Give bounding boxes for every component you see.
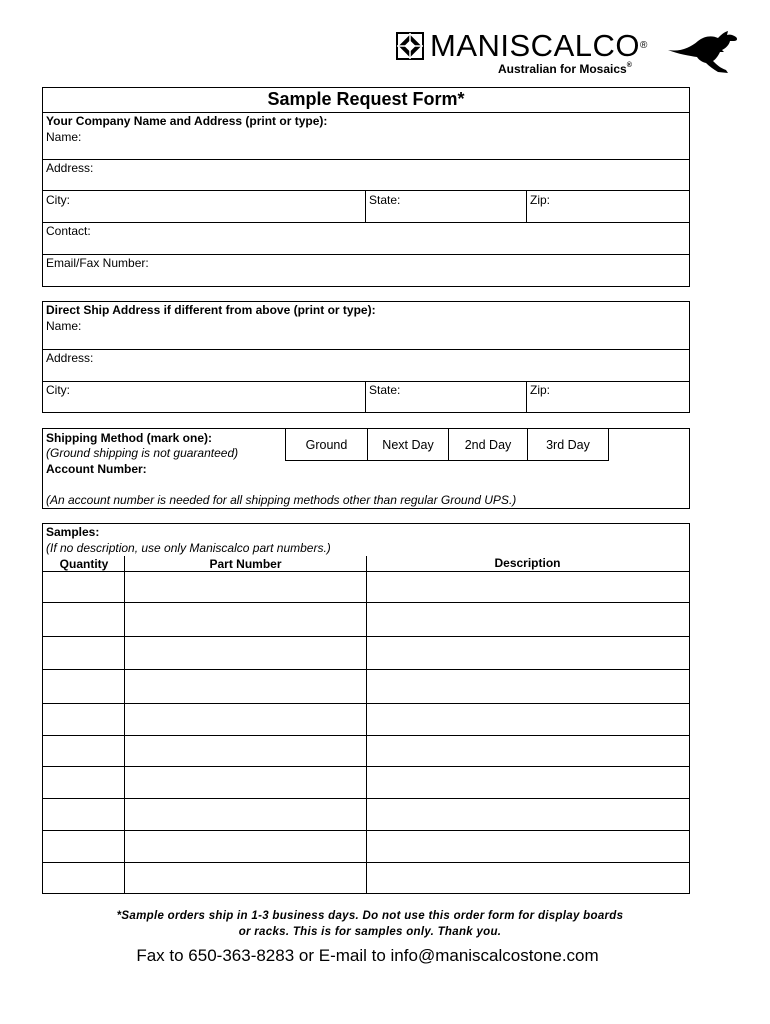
part-number-cell[interactable] [125,799,366,830]
ship-option-3rd-day-label: 3rd Day [546,437,590,452]
logo-tagline-reg: ® [626,62,632,69]
col-header-quantity: Quantity [59,557,109,571]
part-number-cell[interactable] [125,704,366,735]
ship-state-label: State: [369,383,401,397]
description-cell[interactable] [367,637,689,669]
quantity-cell[interactable] [43,831,124,862]
shipping-note: (Ground shipping is not guaranteed) [46,446,239,460]
company-contact-label: Contact: [46,224,91,238]
description-cell[interactable] [367,670,689,703]
part-number-cell[interactable] [125,831,366,862]
part-number-cell[interactable] [125,736,366,766]
ship-option-2nd-day[interactable] [448,428,528,461]
mosaic-tile-icon [396,32,424,60]
ship-option-ground[interactable] [285,428,368,461]
description-cell[interactable] [367,572,689,602]
ship-name-field[interactable] [43,317,689,348]
logo-tagline: Australian for Mosaics [498,62,627,76]
footer-note-line-1: *Sample orders ship in 1-3 business days. Do not use this order form for display boards [116,910,624,922]
company-address-field[interactable] [43,160,689,190]
quantity-cell[interactable] [43,863,124,893]
account-number-note: (An account number is needed for all shipping methods other than regular Ground UPS.) [46,493,517,507]
ship-address-label: Address: [46,351,94,365]
ship-option-next-day-label: Next Day [382,437,434,452]
company-city-label: City: [46,193,70,207]
ship-option-next-day[interactable] [367,428,449,461]
part-number-cell[interactable] [125,767,366,798]
company-zip-field[interactable] [527,191,689,222]
ship-state-field[interactable] [366,382,526,412]
ship-city-field[interactable] [43,382,365,412]
company-name-field[interactable] [43,128,689,158]
account-number-label: Account Number: [46,462,147,476]
description-cell[interactable] [367,736,689,766]
quantity-cell[interactable] [43,736,124,766]
company-emailfax-label: Email/Fax Number: [46,256,149,270]
contact-line: Fax to 650-363-8283 or E-mail to info@maniscalcostone.com [136,946,599,965]
company-zip-label: Zip: [530,193,551,207]
company-address-label: Address: [46,161,94,175]
ship-address-field[interactable] [43,350,689,380]
company-state-label: State: [369,193,401,207]
company-city-field[interactable] [43,191,365,222]
description-cell[interactable] [367,799,689,830]
part-number-cell[interactable] [125,603,366,636]
part-number-cell[interactable] [125,637,366,669]
part-number-cell[interactable] [125,572,366,602]
description-cell[interactable] [367,831,689,862]
ship-city-label: City: [46,383,70,397]
shipping-heading: Shipping Method (mark one): [46,431,212,445]
part-number-cell[interactable] [125,670,366,703]
samples-heading: Samples: [46,525,100,539]
quantity-cell[interactable] [43,637,124,669]
account-number-field[interactable] [43,460,689,490]
kangaroo-icon [666,28,740,74]
company-name-label: Name: [46,130,82,144]
company-state-field[interactable] [366,191,526,222]
description-cell[interactable] [367,863,689,893]
ship-name-label: Name: [46,319,82,333]
company-heading: Your Company Name and Address (print or type): [46,114,328,128]
description-cell[interactable] [367,603,689,636]
quantity-cell[interactable] [43,704,124,735]
part-number-cell[interactable] [125,863,366,893]
company-contact-field[interactable] [43,223,689,254]
quantity-cell[interactable] [43,572,124,602]
logo-reg-mark: ® [639,40,648,51]
ship-option-3rd-day[interactable] [527,428,609,461]
samples-note: (If no description, use only Maniscalco part numbers.) [46,541,331,555]
description-cell[interactable] [367,767,689,798]
ship-zip-field[interactable] [527,382,689,412]
quantity-cell[interactable] [43,603,124,636]
footer-note-line-2: or racks. This is for samples only. Thank you. [238,926,502,938]
col-header-part-number: Part Number [209,557,282,571]
quantity-cell[interactable] [43,767,124,798]
description-cell[interactable] [367,704,689,735]
quantity-cell[interactable] [43,670,124,703]
direct-ship-heading: Direct Ship Address if different from above (print or type): [46,303,376,317]
col-header-description: Description [494,556,561,570]
ship-option-2nd-day-label: 2nd Day [464,437,512,452]
quantity-cell[interactable] [43,799,124,830]
ship-option-ground-label: Ground [305,437,348,452]
company-emailfax-field[interactable] [43,255,689,286]
ship-zip-label: Zip: [530,383,551,397]
form-title: Sample Request Form* [267,89,465,109]
logo [394,28,744,78]
logo-brand: MANISCALCO [430,28,640,63]
